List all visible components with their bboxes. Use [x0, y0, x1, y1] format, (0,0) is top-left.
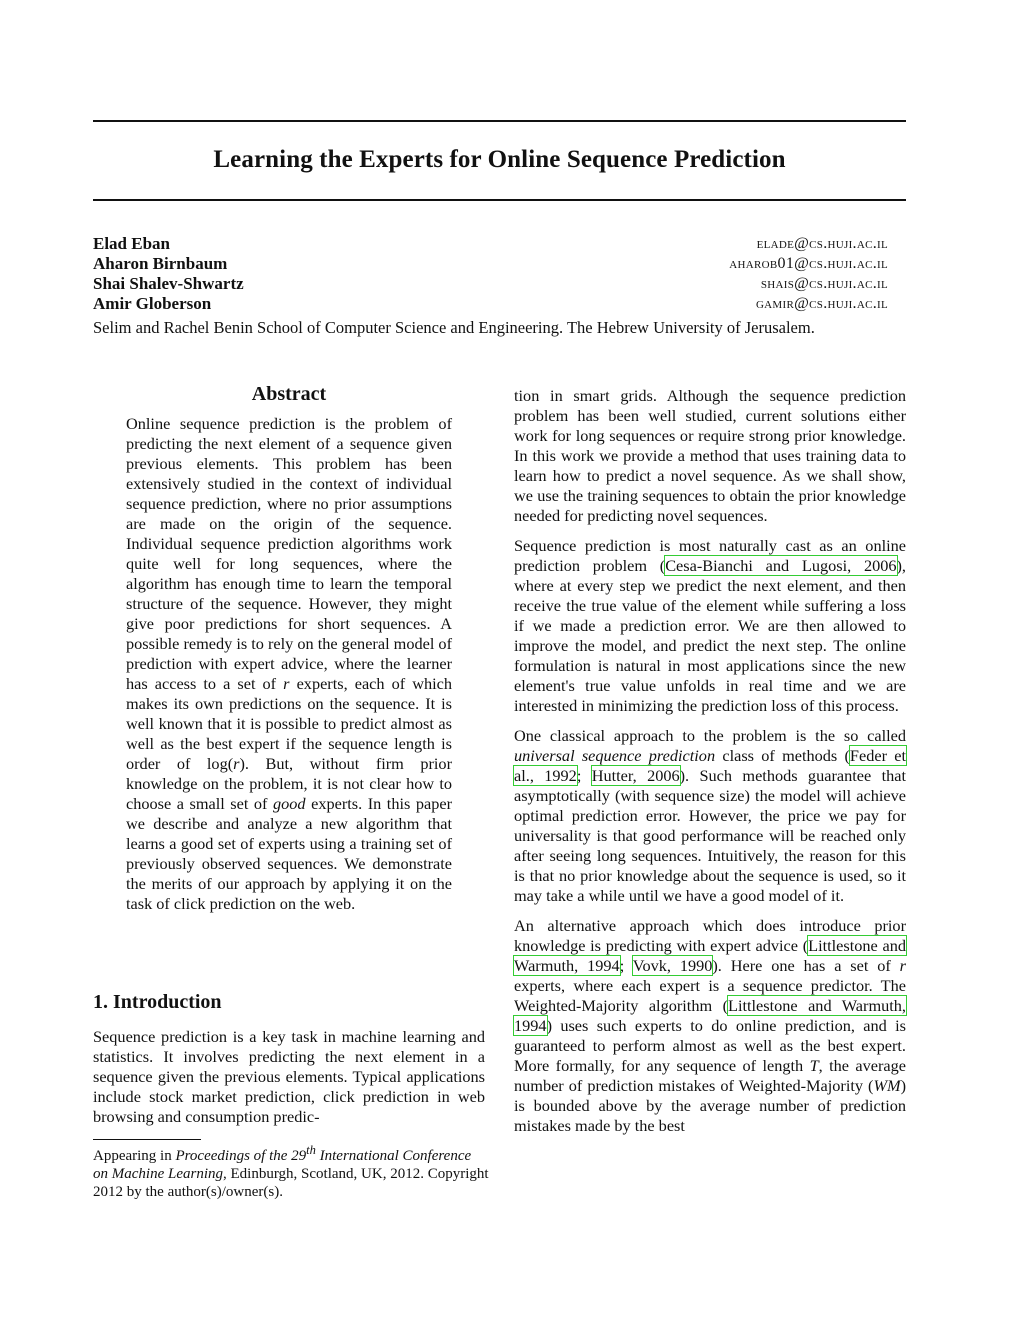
intro-paragraph: tion in smart grids. Although the sequence prediction problem has been well studied, current solutions either work for long sequences or require strong prior knowledge. In this work we provide a method that uses training data to learn how to predict a novel sequence. As we shall show, we use the training sequences to obtain the prior knowledge needed for predicting novel sequences. — [514, 386, 906, 525]
citation-link[interactable]: Cesa-Bianchi and Lugosi, 2006 — [665, 556, 897, 575]
intro-paragraph — [514, 536, 906, 716]
paper-title: Learning the Experts for Online Sequence Prediction — [213, 146, 786, 173]
author-email: elade@cs.huji.ac.il — [756, 235, 888, 252]
footnote — [93, 1141, 489, 1201]
math-r: r — [899, 956, 907, 975]
footnote-rule — [93, 1139, 201, 1140]
math-r: r — [283, 674, 290, 693]
author-email: shais@cs.huji.ac.il — [760, 275, 888, 292]
title-bottom-rule — [93, 199, 906, 201]
emphasis: universal sequence prediction — [514, 746, 716, 765]
text-part: One classical approach to the problem is the so called — [514, 726, 906, 745]
footnote-part: Appearing in — [93, 1148, 176, 1164]
text-part: ) uses such experts to do online prediction, and is guaranteed to perform almost as well as the best expert. More formally, for any sequence of length — [514, 1016, 906, 1075]
text-part: ; — [619, 956, 633, 975]
text-part: , the average number of prediction mistakes of Weighted-Majority ( — [514, 1056, 906, 1095]
abstract-text — [126, 414, 452, 914]
footnote-venue: Proceedings of the 29 — [175, 1148, 307, 1164]
text-part: experts, where each expert is a sequence predictor. The Weighted-Majority algorithm ( — [514, 976, 906, 1015]
abstract-heading: Abstract — [251, 383, 327, 405]
author-row — [93, 234, 906, 254]
author-name: Shai Shalev-Shwartz — [93, 274, 244, 293]
text-part: class of methods ( — [715, 746, 850, 765]
abstract-part: experts, each of which makes its own predictions on the sequence. It is well known that it is possible to predict almost as well as the best expert if the sequence length is order of log( — [126, 674, 452, 773]
section-heading-introduction: 1. Introduction — [93, 991, 222, 1013]
math-T: T — [809, 1056, 819, 1075]
text-part: ; — [576, 766, 592, 785]
emphasis-good: good — [273, 794, 306, 813]
author-email: aharob01@cs.huji.ac.il — [729, 255, 888, 272]
text-part: Sequence prediction is most naturally cast as an online prediction problem ( — [514, 536, 906, 575]
text-part: ). Here one has a set of — [712, 956, 900, 975]
text-part: ) is bounded above by the average number of prediction mistakes made by the best — [514, 1076, 906, 1135]
abstract-part: ). But, without firm prior knowledge on the problem, it is not clear how to choose a small set of — [126, 754, 452, 813]
author-name: Amir Globerson — [93, 294, 212, 313]
right-column — [514, 386, 906, 1146]
citation-link[interactable]: Littlestone and Warmuth, 1994 — [514, 936, 906, 975]
citation-link[interactable]: Hutter, 2006 — [591, 766, 680, 785]
text-part: ). Such methods guarantee that asymptotically (with sequence size) the model will achieve optimal prediction error. However, the price we pay for universality is that good performance will be reached only after seeing long sequences. Intuitively, the reason for this is that no prior knowledge about the sequence is used, so it may take a while until we have a good model of it. — [514, 766, 906, 905]
author-name: Elad Eban — [93, 234, 171, 253]
affiliation: Selim and Rachel Benin School of Computer Science and Engineering. The Hebrew University of Jerusalem. — [93, 318, 815, 337]
citation-link[interactable]: Feder et al., 1992 — [514, 746, 906, 785]
author-name: Aharon Birnbaum — [93, 254, 228, 273]
text-part: An alternative approach which does introduce prior knowledge is predicting with expert advice ( — [514, 916, 906, 955]
citation-link[interactable]: Vovk, 1990 — [632, 956, 713, 975]
abstract-part: Online sequence prediction is the problem of predicting the next element of a sequence given previous elements. This problem has been extensively studied in the context of individual sequence prediction, where no prior assumptions are made on the origin of the sequence. Individual sequence prediction algorithms work quite well for long sequences, where the algorithm has enough time to learn the temporal structure of the sequence. However, they might give poor predictions for short sequences. A possible remedy is to rely on the general model of prediction with expert advice, where the learner has access to a set of — [126, 414, 452, 693]
footnote-superscript: th — [306, 1143, 316, 1157]
text-part: ), where at every step we predict the next element, and then receive the true value of the element while suffering a loss if we made a prediction error. We are then allowed to improve the model, and predict the next step. The online formulation is natural in most applications since the new element's true value unfolds in real time and we are interested in minimizing the prediction loss of this process. — [514, 556, 907, 715]
author-block — [93, 234, 906, 314]
citation-link[interactable]: Littlestone and Warmuth, 1994 — [514, 996, 906, 1035]
intro-paragraph-left: Sequence prediction is a key task in machine learning and statistics. It involves predicting the next element in a sequence given the previous elements. Typical applications include stock market prediction, click prediction in web browsing and consumption predic- — [93, 1027, 485, 1126]
author-email: gamir@cs.huji.ac.il — [755, 295, 888, 312]
intro-paragraph — [514, 916, 906, 1136]
math-r: r — [233, 754, 240, 773]
math-WM: WM — [873, 1076, 901, 1095]
title-top-rule — [93, 120, 906, 122]
footnote-part: , Edinburgh, Scotland, UK, 2012. Copyright 2012 by the author(s)/owner(s). — [93, 1166, 489, 1200]
author-row — [93, 254, 906, 274]
footnote-venue: International Conference on Machine Learning — [93, 1148, 472, 1182]
author-row — [93, 274, 906, 294]
author-row — [93, 294, 906, 314]
abstract-part: experts. In this paper we describe and analyze a new algorithm that learns a good set of experts using a training set of previously observed sequences. We demonstrate the merits of our approach by applying it on the task of click prediction on the web. — [126, 794, 452, 913]
intro-paragraph — [514, 726, 906, 906]
